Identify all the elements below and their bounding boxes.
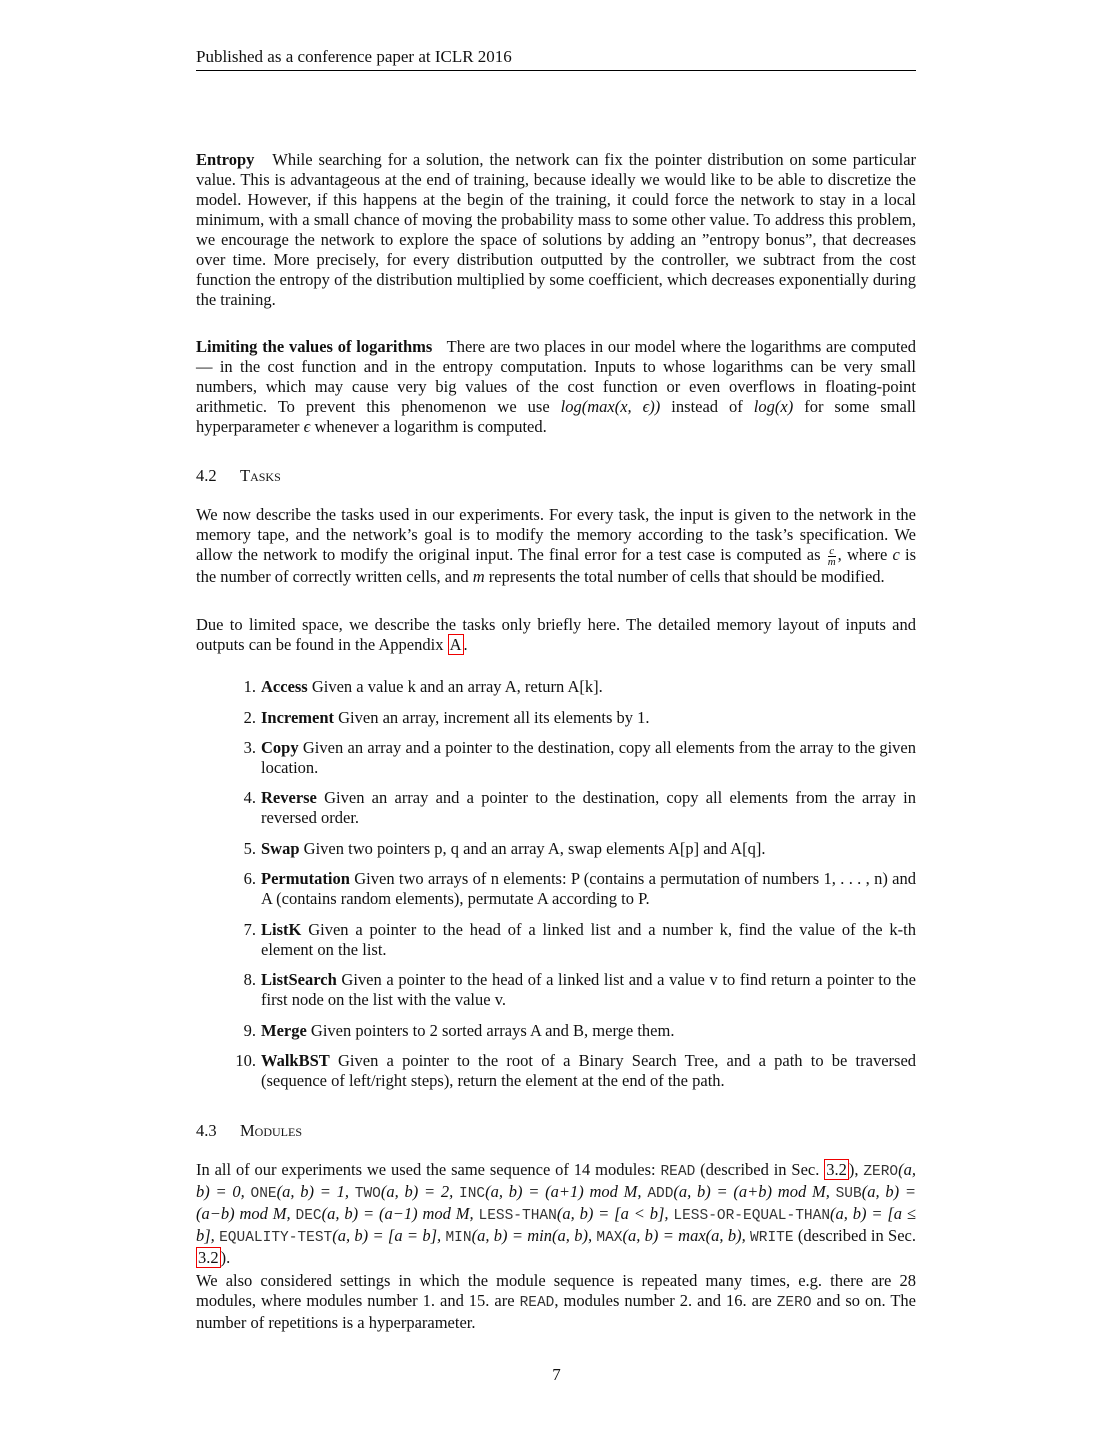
module-definition: (a, b) = (a+1) mod M, bbox=[485, 1182, 648, 1201]
module-name: ZERO bbox=[863, 1164, 899, 1180]
module-definition: (a, b) = max(a, b), bbox=[622, 1226, 751, 1245]
task-number: 3. bbox=[243, 738, 256, 757]
paragraph-text: represents the total number of cells that should be modified. bbox=[484, 566, 885, 586]
fraction-numerator: c bbox=[829, 544, 835, 557]
task-item bbox=[196, 708, 916, 728]
math-expression: ϵ bbox=[303, 417, 311, 436]
task-name: Increment bbox=[261, 708, 335, 727]
task-description: Given an array and a pointer to the destination, copy all elements from the array in reversed order. bbox=[261, 788, 916, 827]
module-definition: (a, b) = [a = b], bbox=[332, 1226, 446, 1245]
paragraph-text: ), bbox=[848, 1160, 864, 1179]
task-name: Swap bbox=[261, 839, 300, 858]
module-definition: (a, b) = (a−b) mod M, bbox=[196, 1182, 916, 1223]
module-name: WRITE bbox=[750, 1230, 794, 1246]
entropy-title: Entropy bbox=[196, 150, 255, 169]
task-description: Given pointers to 2 sorted arrays A and B, merge them. bbox=[310, 1021, 675, 1040]
module-name: EQUALITY-TEST bbox=[219, 1230, 333, 1246]
entropy-text: While searching for a solution, the network can fix the pointer distribution on some particular value. This is advantageous at the end of training, because ideally we would like to be able to discretize the model. However, if this happens at the begin of the training, it could force the network to stay in a local minimum, with a small chance of moving the probability mass to some other value. To address this problem, we encourage the network to explore the space of solutions by adding an ”entropy bonus”, that decreases over time. More precisely, for every distribution outputted by the controller, we subtract from the cost function the entropy of the distribution multiplied by some coefficient, which decreases exponentially during the training. bbox=[196, 150, 917, 309]
task-item bbox=[196, 839, 916, 859]
paragraph-text: ). bbox=[220, 1248, 231, 1267]
task-description: Given two arrays of n elements: P (contains a permutation of numbers 1, . . . , n) and A (contains random elements), permutate A according to P. bbox=[261, 869, 917, 908]
section-number: 4.2 bbox=[196, 466, 217, 485]
task-description: Given an array, increment all its elements by 1. bbox=[338, 708, 650, 727]
module-definition: (a, b) = min(a, b), bbox=[471, 1226, 597, 1245]
tasks-appendix-paragraph bbox=[196, 615, 916, 655]
module-name: SUB bbox=[835, 1186, 862, 1202]
module-name: LESS-OR-EQUAL-THAN bbox=[673, 1208, 831, 1224]
paragraph-text: . bbox=[463, 635, 468, 654]
paragraph-text: , modules number 2. and 16. are bbox=[554, 1291, 777, 1310]
task-item bbox=[196, 869, 916, 909]
fraction-c-over-m bbox=[828, 546, 836, 567]
module-name: ADD bbox=[647, 1186, 674, 1202]
task-number: 2. bbox=[243, 708, 256, 727]
paragraph-text: is the number of correctly written cells, and bbox=[196, 545, 917, 586]
task-description: Given a value k and an array A, return A[k]. bbox=[311, 677, 603, 696]
task-number: 1. bbox=[243, 677, 256, 696]
logarithms-text: There are two places in our model where the logarithms are computed — in the cost function and in the entropy computation. Inputs to whose logarithms can be very small numbers, which may cause very big values of the cost function or even overflows in floating-point arithmetic. To prevent this phenomenon we use bbox=[196, 337, 916, 416]
section-title: Tasks bbox=[240, 466, 281, 485]
page-number: 7 bbox=[552, 1365, 561, 1384]
task-name: Permutation bbox=[261, 869, 350, 888]
paragraph-text: (described in Sec. bbox=[695, 1160, 825, 1179]
task-item bbox=[196, 1051, 916, 1091]
modules-repetition-paragraph bbox=[196, 1271, 916, 1333]
task-description: Given a pointer to the head of a linked list and a number k, find the value of the k-th element on the list. bbox=[261, 920, 916, 959]
module-name: MIN bbox=[445, 1230, 472, 1246]
section-heading-4-2 bbox=[196, 466, 281, 486]
module-definition: (a, b) = 2, bbox=[380, 1182, 460, 1201]
module-definition: (a, b) = 1, bbox=[276, 1182, 355, 1201]
module-name: ONE bbox=[250, 1186, 277, 1202]
paragraph-text: In all of our experiments we used the same sequence of 14 modules: bbox=[196, 1160, 661, 1179]
section-title: Modules bbox=[240, 1121, 303, 1140]
fraction-denominator: m bbox=[827, 555, 836, 568]
task-name: ListK bbox=[261, 920, 302, 939]
task-item bbox=[196, 738, 916, 778]
paragraph-text: (described in Sec. bbox=[793, 1226, 916, 1245]
paragraph-text: , where bbox=[837, 545, 893, 564]
section-heading-4-3 bbox=[196, 1121, 302, 1141]
module-name: LESS-THAN bbox=[478, 1208, 557, 1224]
task-name: ListSearch bbox=[261, 970, 337, 989]
paragraph-text: and so on. The number of repetitions is a hyperparameter. bbox=[196, 1291, 916, 1332]
task-number: 9. bbox=[243, 1021, 256, 1040]
module-name: INC bbox=[459, 1186, 486, 1202]
math-variable: c bbox=[892, 545, 900, 564]
task-number: 6. bbox=[243, 869, 256, 888]
module-name: READ bbox=[660, 1164, 696, 1180]
paragraph-text: We also considered settings in which the module sequence is repeated many times, e.g. there are 28 modules, where modules number 1. and 15. are bbox=[196, 1271, 916, 1310]
task-number: 10. bbox=[235, 1051, 256, 1070]
appendix-a-link[interactable]: A bbox=[449, 635, 462, 654]
logarithms-text: instead of bbox=[660, 397, 754, 416]
paragraph-text: Due to limited space, we describe the tasks only briefly here. The detailed memory layout of inputs and outputs can be found in the Appendix bbox=[196, 615, 916, 654]
math-expression: log(x) bbox=[753, 397, 794, 416]
task-number: 7. bbox=[243, 920, 256, 939]
task-item bbox=[196, 788, 916, 828]
task-name: Access bbox=[261, 677, 308, 696]
task-item bbox=[196, 920, 916, 960]
entropy-paragraph bbox=[196, 150, 916, 310]
module-definition: (a, b) = (a−1) mod M, bbox=[321, 1204, 479, 1223]
module-definition: (a, b) = (a+b) mod M, bbox=[673, 1182, 836, 1201]
task-name: Copy bbox=[261, 738, 299, 757]
task-number: 5. bbox=[243, 839, 256, 858]
module-name: MAX bbox=[596, 1230, 623, 1246]
module-name: ZERO bbox=[776, 1295, 812, 1311]
task-description: Given a pointer to the root of a Binary Search Tree, and a path to be traversed (sequence of left/right steps), return the element at the end of the path. bbox=[261, 1051, 917, 1090]
tasks-intro-paragraph bbox=[196, 505, 916, 587]
task-item bbox=[196, 677, 916, 697]
running-header: Published as a conference paper at ICLR 2016 bbox=[196, 46, 916, 71]
task-name: Merge bbox=[261, 1021, 307, 1040]
module-name: TWO bbox=[354, 1186, 381, 1202]
task-number: 8. bbox=[243, 970, 256, 989]
task-item bbox=[196, 1021, 916, 1041]
section-number: 4.3 bbox=[196, 1121, 217, 1140]
logarithms-paragraph bbox=[196, 337, 916, 437]
module-definition: (a, b) = 0, bbox=[196, 1160, 917, 1201]
module-definition: (a, b) = [a < b], bbox=[556, 1204, 674, 1223]
math-variable: m bbox=[472, 566, 485, 586]
logarithms-title: Limiting the values of logarithms bbox=[196, 337, 433, 356]
task-item bbox=[196, 970, 916, 1010]
task-description: Given a pointer to the head of a linked list and a value v to find return a pointer to the first node on the list with the value v. bbox=[261, 970, 917, 1009]
task-number: 4. bbox=[243, 788, 256, 807]
section-3-2-link[interactable]: 3.2 bbox=[198, 1248, 219, 1267]
logarithms-text: whenever a logarithm is computed. bbox=[310, 417, 547, 436]
task-name: Reverse bbox=[261, 788, 317, 807]
math-expression: log(max(x, ϵ)) bbox=[560, 397, 661, 416]
section-3-2-link[interactable]: 3.2 bbox=[826, 1160, 847, 1179]
modules-paragraph bbox=[196, 1160, 916, 1268]
task-description: Given two pointers p, q and an array A, swap elements A[p] and A[q]. bbox=[303, 839, 766, 858]
paragraph-text: We now describe the tasks used in our experiments. For every task, the input is given to the network in the memory tape, and the network’s goal is to modify the memory according to the task’s specification. We allow the network to modify the original input. The final error for a test case is computed as bbox=[196, 505, 916, 564]
module-name: DEC bbox=[295, 1208, 322, 1224]
module-name: READ bbox=[519, 1295, 555, 1311]
task-name: WalkBST bbox=[261, 1051, 330, 1070]
logarithms-text: for some small hyperparameter bbox=[196, 397, 917, 436]
task-description: Given an array and a pointer to the destination, copy all elements from the array to the given location. bbox=[261, 738, 916, 777]
module-definition: (a, b) = [a ≤ b], bbox=[196, 1204, 916, 1245]
